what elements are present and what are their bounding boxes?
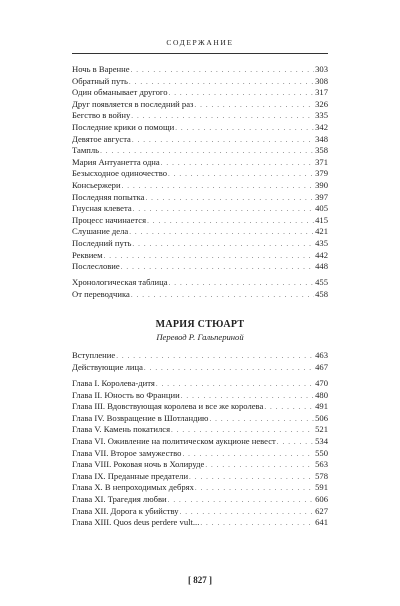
dot-leader [129, 227, 314, 239]
toc-entry-page: 415 [315, 214, 328, 225]
toc-entry-title: Безысходное одиночество [72, 168, 167, 179]
toc-entry-title: Реквием [72, 249, 103, 260]
toc-entry [72, 226, 328, 238]
toc-entry-page: 550 [315, 447, 328, 458]
toc-entry [72, 87, 328, 99]
toc-entry-page: 458 [315, 288, 328, 299]
toc-entry-title: Тампль [72, 145, 100, 156]
toc-entry-page: 627 [315, 505, 328, 516]
toc-entry [72, 424, 328, 436]
dot-leader [277, 437, 314, 449]
dot-leader [144, 363, 314, 375]
toc-entry [72, 517, 328, 529]
toc-entry-page: 578 [315, 470, 328, 481]
toc-entry-title: Обратный путь [72, 75, 128, 86]
toc-entry-page: 348 [315, 133, 328, 144]
toc-entry [72, 110, 328, 122]
toc-entry [72, 482, 328, 494]
toc-entry [72, 448, 328, 460]
toc-entry [72, 76, 328, 88]
section-title: МАРИЯ СТЮАРТ [155, 319, 245, 330]
toc-entry [72, 378, 328, 390]
toc-entry [72, 289, 328, 301]
toc-entry-page: 455 [315, 277, 328, 287]
toc-entry-title: Последний путь [72, 237, 132, 248]
toc-entry-title: Глава III. Вдовствующая королева и все же королева [72, 401, 264, 412]
toc-block-intro [72, 350, 328, 373]
dot-leader [209, 414, 314, 426]
toc-entry-page: 342 [315, 121, 328, 132]
toc-entry [72, 157, 328, 169]
running-header: СОДЕРЖАНИЕ [166, 38, 234, 47]
dot-leader [200, 518, 314, 530]
toc-entry [72, 145, 328, 157]
toc-entry [72, 99, 328, 111]
toc-entry-page: 563 [315, 459, 328, 470]
dot-leader [132, 239, 314, 251]
toc-entry-page: 641 [315, 517, 328, 528]
dot-leader [180, 507, 315, 519]
toc-entry-page: 470 [315, 378, 328, 388]
toc-block-marie-antoinette [72, 64, 328, 273]
dot-leader [189, 472, 314, 484]
dot-leader [195, 483, 314, 495]
toc-entry [72, 494, 328, 506]
toc-entry [72, 250, 328, 262]
toc-entry-title: Глава IX. Преданные предатели [72, 470, 189, 481]
toc-entry [72, 459, 328, 471]
toc-entry-page: 442 [315, 249, 328, 260]
toc-entry-page: 463 [315, 350, 328, 360]
toc-entry-page: 397 [315, 191, 328, 202]
toc-entry-title: Процесс начинается [72, 214, 147, 225]
toc-entry-title: Глава V. Камень покатился [72, 424, 171, 435]
toc-block-chapters [72, 378, 328, 529]
toc-entry-title: Бегство в войну [72, 110, 131, 121]
toc-entry-title: Глава XI. Трагедия любви [72, 493, 167, 504]
toc-entry [72, 215, 328, 227]
toc-entry [72, 168, 328, 180]
toc-entry-title: Друг появляется в последний раз [72, 98, 194, 109]
toc-entry-title: Глава IV. Возвращение в Шотландию [72, 412, 209, 423]
toc-entry-title: Вступление [72, 350, 116, 360]
toc-entry-page: 358 [315, 145, 328, 156]
toc-entry [72, 506, 328, 518]
toc-entry-title: Девятое августа [72, 133, 131, 144]
toc-entry-title: Мария Антуанетта одна [72, 156, 160, 167]
toc-entry-page: 303 [315, 64, 328, 74]
toc-entry-title: Глава VI. Оживление на политическом аукционе невест [72, 435, 276, 446]
toc-entry-page: 326 [315, 98, 328, 109]
toc-entry [72, 390, 328, 402]
toc-entry [72, 261, 328, 273]
toc-entry [72, 471, 328, 483]
dot-leader [104, 251, 315, 263]
toc-entry-page: 335 [315, 110, 328, 121]
toc-entry-title: Ночь в Варенне [72, 64, 130, 74]
toc-entry-title: Один обманывает другого [72, 87, 168, 98]
toc-entry-title: Последние крики о помощи [72, 121, 175, 132]
dot-leader [122, 181, 315, 193]
toc-entry-title: Глава XIII. Quos deus perdere vult... [72, 517, 200, 528]
toc-entry-title: Хронологическая таблица [72, 277, 168, 287]
toc-entry-page: 480 [315, 389, 328, 400]
toc-entry-title: Глава II. Юность во Франции [72, 389, 180, 400]
toc-entry [72, 401, 328, 413]
toc-entry-page: 467 [315, 361, 328, 372]
dot-leader [169, 278, 315, 290]
toc-entry [72, 134, 328, 146]
toc-entry-page: 491 [315, 401, 328, 412]
toc-entry-title: Глава XII. Дорога к убийству [72, 505, 179, 516]
dot-leader [205, 460, 314, 472]
dot-leader [168, 169, 314, 181]
toc-entry-page: 606 [315, 493, 328, 504]
toc-entry-title: Послесловие [72, 261, 120, 272]
section-translator: Перевод Р. Гальпериной [156, 332, 244, 342]
toc-entry [72, 436, 328, 448]
dot-leader [121, 262, 314, 274]
toc-entry-page: 448 [315, 261, 328, 272]
toc-entry-page: 317 [315, 87, 328, 98]
toc-entry-page: 421 [315, 226, 328, 237]
toc-entry-title: Глава I. Королева-дитя [72, 378, 155, 388]
toc-entry-title: Последняя попытка [72, 191, 145, 202]
toc-entry-title: От переводчика [72, 288, 130, 299]
toc-entry-page: 506 [315, 412, 328, 423]
toc-entry [72, 192, 328, 204]
dot-leader [131, 65, 315, 77]
toc-entry [72, 180, 328, 192]
dot-leader [194, 100, 314, 112]
dot-leader [264, 402, 314, 414]
toc-block-appendix [72, 277, 328, 300]
toc-entry-title: Глава VIII. Роковая ночь в Холируде [72, 459, 205, 470]
toc-entry [72, 203, 328, 215]
toc-entry-page: 591 [315, 482, 328, 493]
toc-entry-page: 521 [315, 424, 328, 435]
toc-entry-page: 390 [315, 179, 328, 190]
dot-leader [147, 216, 314, 228]
toc-entry-title: Действующие лица [72, 361, 143, 372]
dot-leader [132, 135, 314, 147]
dot-leader [131, 290, 314, 302]
page-number: [ 827 ] [188, 575, 212, 585]
toc-entry [72, 122, 328, 134]
toc-entry-page: 371 [315, 156, 328, 167]
toc-entry [72, 64, 328, 76]
header-rule [72, 53, 328, 54]
toc-entry-page: 534 [315, 435, 328, 446]
dot-leader [161, 158, 314, 170]
toc-entry-title: Слушание дела [72, 226, 129, 237]
dot-leader [168, 495, 314, 507]
toc-entry-page: 379 [315, 168, 328, 179]
toc-entry-page: 435 [315, 237, 328, 248]
toc-entry-page: 405 [315, 203, 328, 214]
toc-entry [72, 277, 328, 289]
toc-entry [72, 238, 328, 250]
toc-entry-page: 308 [315, 75, 328, 86]
dot-leader [116, 351, 314, 363]
toc-entry [72, 413, 328, 425]
toc-entry-title: Глава X. В непроходимых дебрях [72, 482, 194, 493]
toc-entry [72, 362, 328, 374]
dot-leader [133, 204, 314, 216]
dot-leader [175, 123, 314, 135]
dot-leader [145, 193, 314, 205]
toc-entry [72, 350, 328, 362]
toc-entry-title: Гнусная клевета [72, 203, 132, 214]
toc-entry-title: Консьержери [72, 179, 121, 190]
toc-entry-title: Глава VII. Второе замужество [72, 447, 182, 458]
